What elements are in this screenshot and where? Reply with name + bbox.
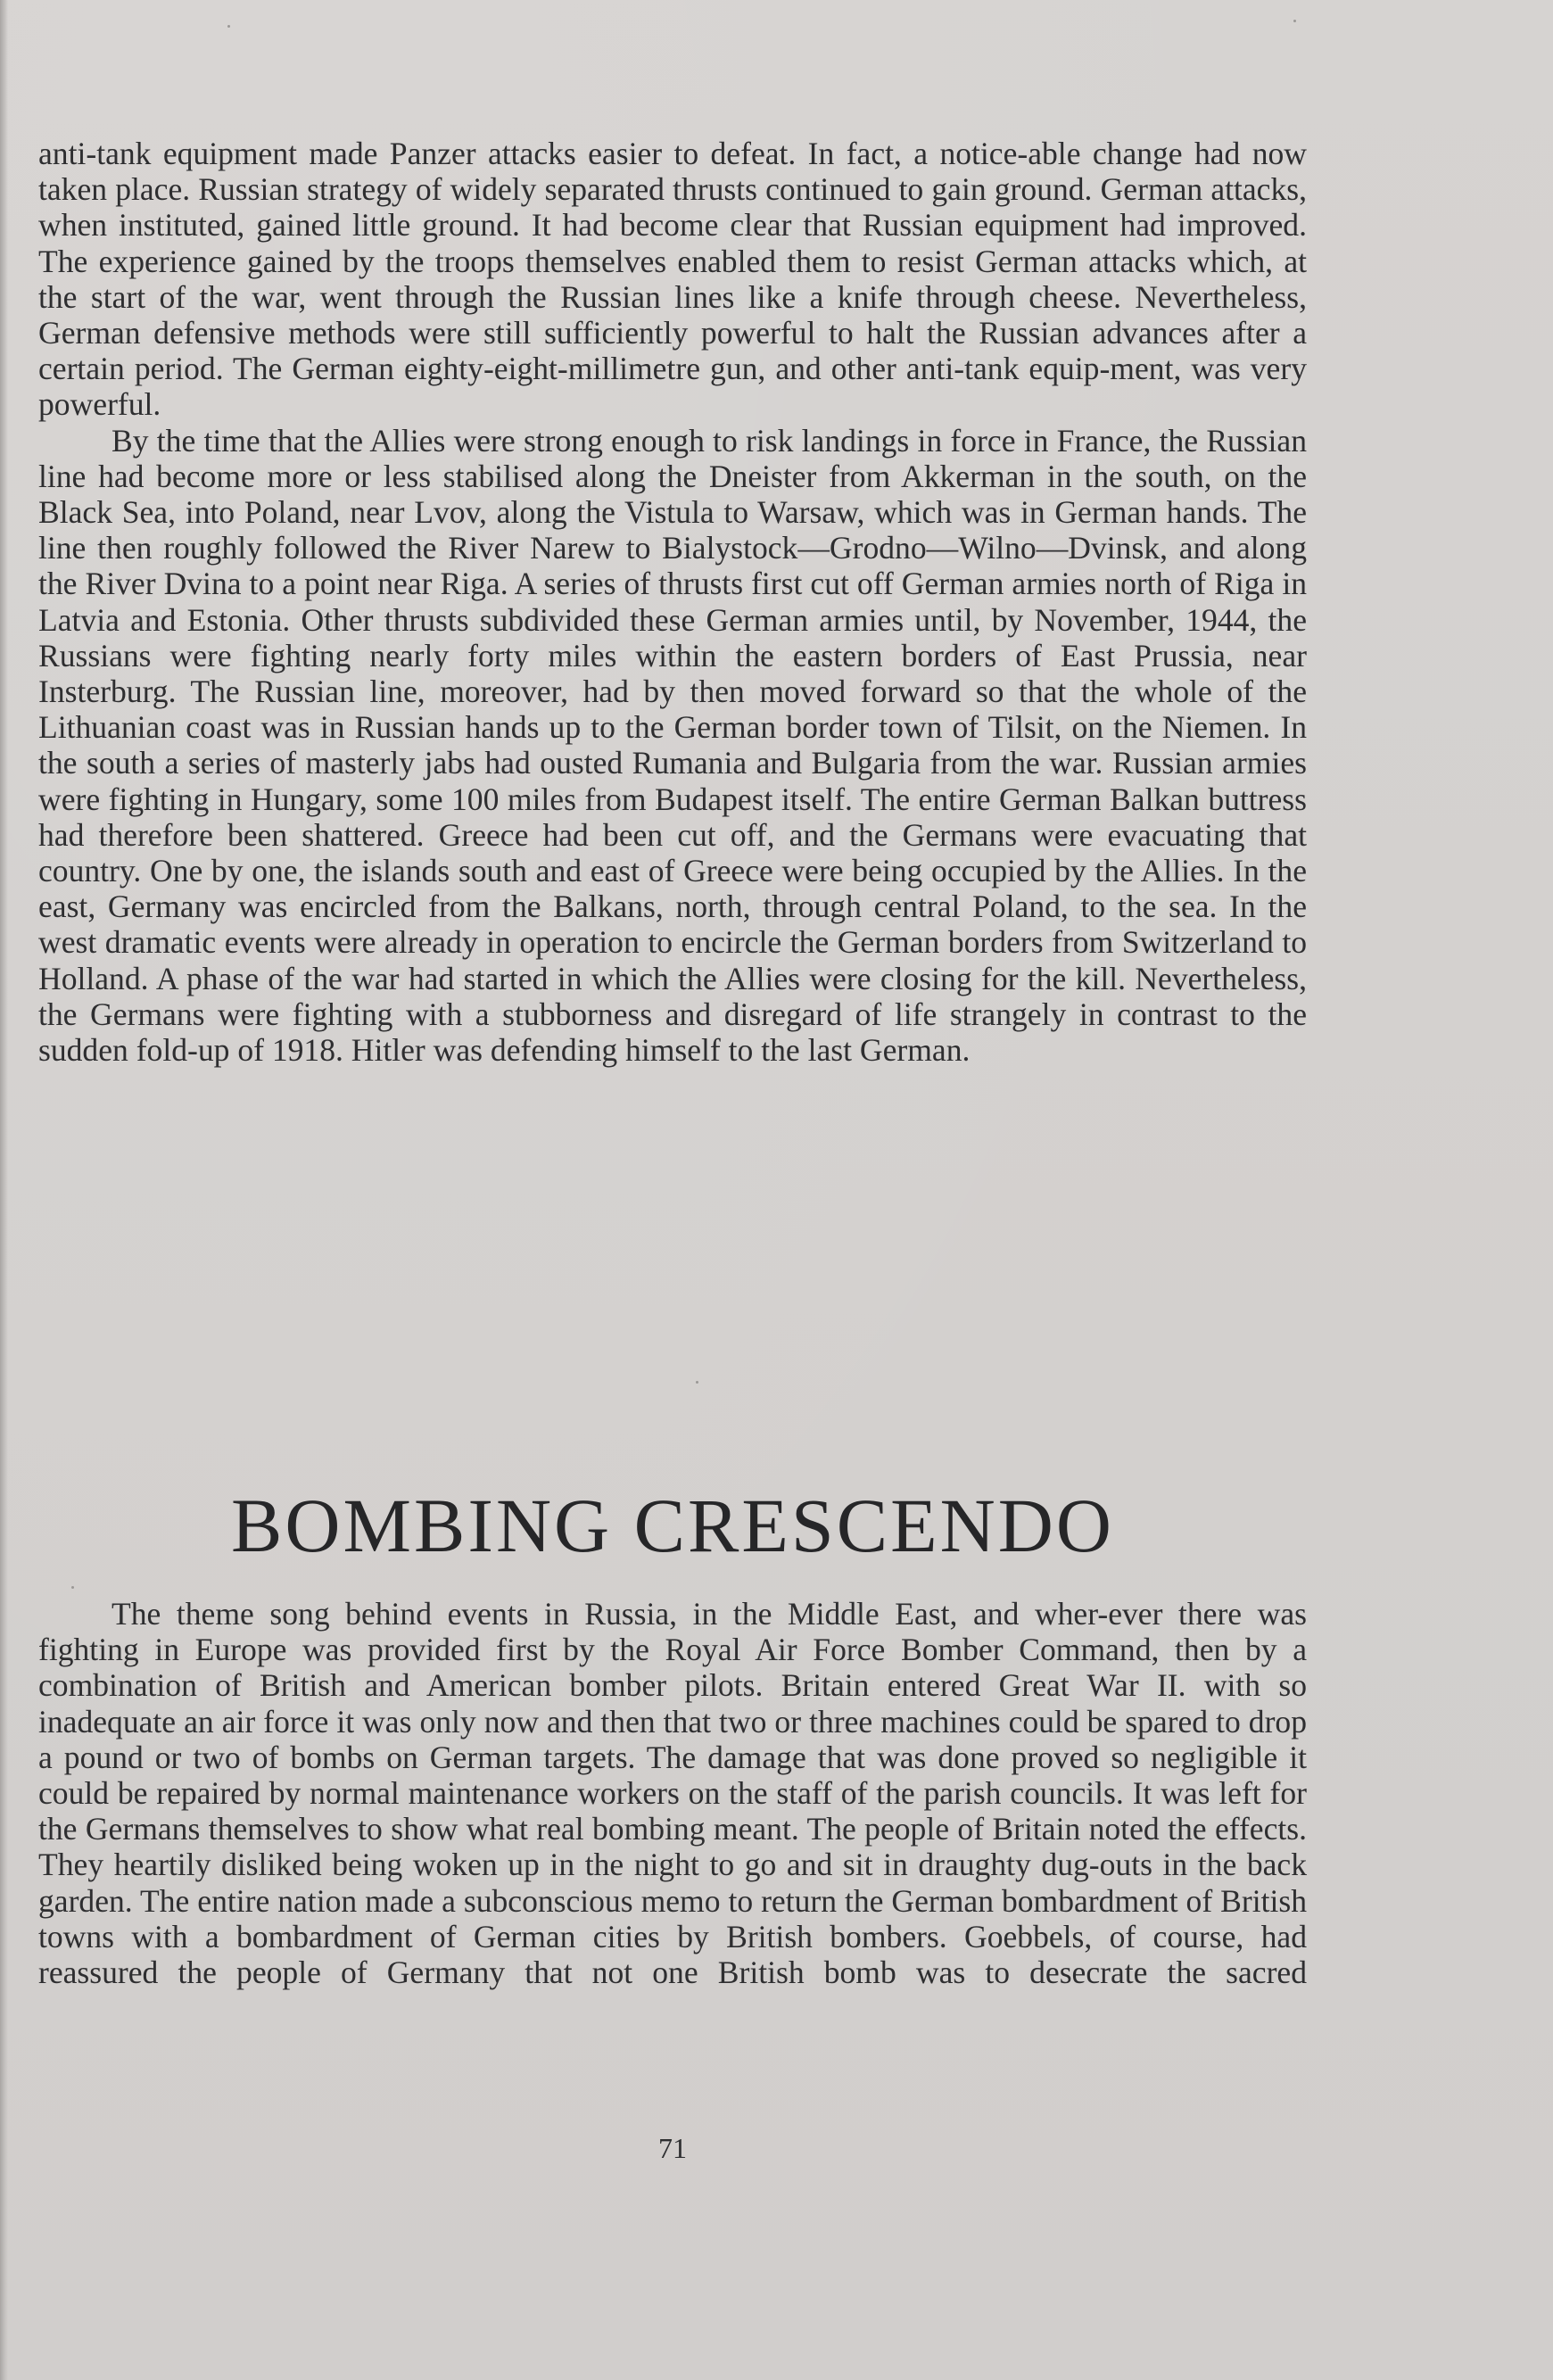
paragraph-theme-song: The theme song behind events in Russia, in the Middle East, and wher-ever there was fighting in Europe was provided first by the Royal Air Force Bomber Command, then by a combination of British and American bomber pilots. Britain entered Great War II. with so inadequate an air force it was only now and then that two or three machines could be spared to drop a pound or two of bombs on German targets. The damage that was done proved so negligible it could be repaired by normal maintenance workers on the staff of the parish councils. It was left for the Germans themselves to show what real bombing meant. The people of Britain noted the effects. They heartily disliked being woken up in the night to go and sit in draughty dug-outs in the back garden. The entire nation made a subconscious memo to return the German bombardment of British towns with a bombardment of German cities by British bombers. Goebbels, of course, had reassured the people of Germany that not one British bomb was to desecrate the sacred xyxy=(38,1596,1307,1991)
paragraph-russian-line: By the time that the Allies were strong enough to risk landings in force in France, the Russian line had become more or less stabilised along the Dneister from Akkerman in the south, on the Black Sea, into Poland, near Lvov, along the Vistula to Warsaw, which was in German hands. The line then roughly followed the River Narew to Bialystock—Grodno—Wilno—Dvinsk, and along the River Dvina to a point near Riga. A series of thrusts first cut off German armies north of Riga in Latvia and Estonia. Other thrusts subdivided these German armies until, by November, 1944, the Russians were fighting nearly forty miles within the eastern borders of East Prussia, near Insterburg. The Russian line, moreover, had by then moved forward so that the whole of the Lithuanian coast was in Russian hands up to the German border town of Tilsit, on the Niemen. In the south a series of masterly jabs had ousted Rumania and Bulgaria from the war. Russian armies were fighting in Hungary, some 100 miles from Budapest itself. The entire German Balkan buttress had therefore been shattered. Greece had been cut off, and the Germans were evacuating that country. One by one, the islands south and east of Greece were being occupied by the Allies. In the east, Germany was encircled from the Balkans, north, through central Poland, to the sea. In the west dramatic events were already in operation to encircle the German borders from Switzerland to Holland. A phase of the war had started in which the Allies were closing for the kill. Nevertheless, the Germans were fighting with a stubborness and disregard of life strangely in contrast to the sudden fold-up of 1918. Hitler was defending himself to the last German. xyxy=(38,422,1307,1069)
paper-speck xyxy=(227,25,230,28)
page-spine-edge xyxy=(0,0,8,2380)
paragraph-panzer-attacks: anti-tank equipment made Panzer attacks easier to defeat. In fact, a notice-able change had now taken place. Russian strategy of widely separated thrusts continued to gain ground. German attacks, when instituted, gained little ground. It had become clear that Russian equipment had improved. The experience gained by the troops themselves enabled them to resist German attacks which, at the start of the war, went through the Russian lines like a knife through cheese. Nevertheless, German defensive methods were still sufficiently powerful to halt the Russian advances after a certain period. The German eighty-eight-millimetre gun, and other anti-tank equip-ment, was very powerful. xyxy=(38,136,1307,423)
paper-speck xyxy=(1293,20,1296,22)
bottom-text-block xyxy=(38,1596,1307,1990)
page-number: 71 xyxy=(658,2132,687,2164)
top-text-block xyxy=(38,136,1307,1068)
section-heading: BOMBING CRESCENDO xyxy=(231,1483,1114,1568)
paper-speck xyxy=(696,1381,698,1384)
paper-speck xyxy=(71,1586,74,1589)
